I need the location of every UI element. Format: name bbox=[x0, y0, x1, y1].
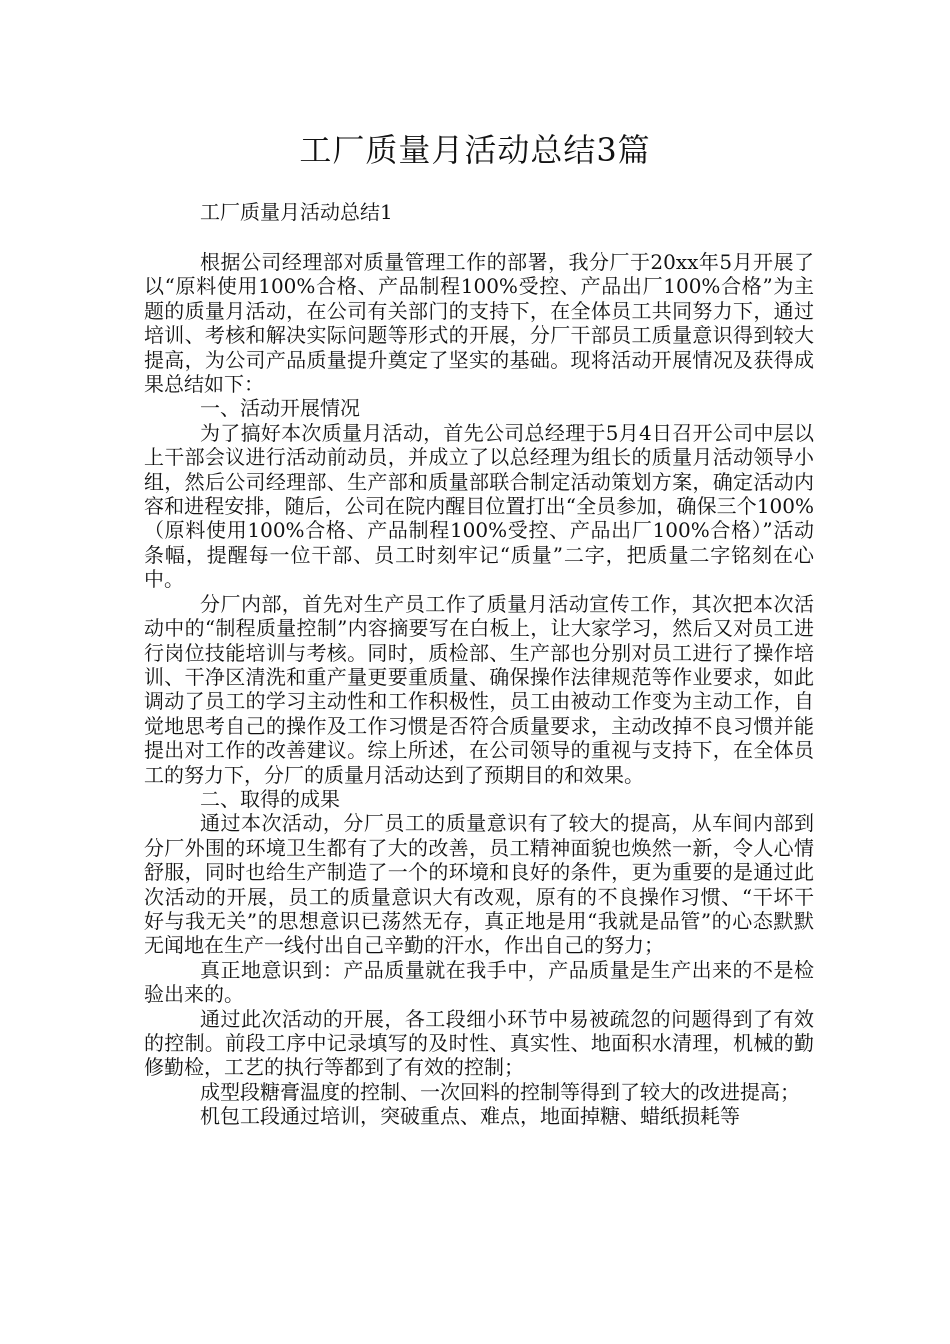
paragraph-branch-internal: 分厂内部，首先对生产员工作了质量月活动宣传工作，其次把本次活动中的“制程质量控制”内容摘要写在白板上，让大家学习，然后又对员工进行岗位技能培训与考核。同时，质检部、生产部也分别对员工进行了操作培训、干净区清洗和重产量更要重质量、确保操作法律规范等作业要求，如此调动了员工的学习主动性和工作积极性，员工由被动工作变为主动工作，自觉地思考自己的操作及工作习惯是否符合质量要求，主动改掉不良习惯并能提出对工作的改善建议。综上所述，在公司领导的重视与支持下，在全体员工的努力下，分厂的质量月活动达到了预期目的和效果。 bbox=[144, 591, 814, 787]
section-subtitle: 工厂质量月活动总结1 bbox=[200, 200, 393, 224]
paragraph-results-realization: 真正地意识到：产品质量就在我手中，产品质量是生产出来的不是检验出来的。 bbox=[144, 957, 814, 1007]
paragraph-intro: 根据公司经理部对质量管理工作的部署，我分厂于20xx年5月开展了以“原料使用100%合格、产品制程100%受控、产品出厂100%合格”为主题的质量月活动，在公司有关部门的支持下，在全体员工共同努力下，通过培训、考核和解决实际问题等形式的开展，分厂干部员工质量意识得到较大提高，为公司产品质量提升奠定了坚实的基础。现将活动开展情况及获得成果总结如下： bbox=[144, 250, 814, 397]
document-title: 工厂质量月活动总结3篇 bbox=[299, 131, 651, 169]
document-body bbox=[144, 250, 814, 1129]
paragraph-results-awareness: 通过本次活动，分厂员工的质量意识有了较大的提高，从车间内部到分厂外围的环境卫生都有了大的改善，员工精神面貌也焕然一新，令人心情舒服，同时也给生产制造了一个的环境和良好的条件，更为重要的是通过此次活动的开展，员工的质量意识大有改观，原有的不良操作习惯、“干坏干好与我无关”的思想意识已荡然无存，真正地是用“我就是品管”的心态默默无闻地在生产一线付出自己辛勤的汗水，作出自己的努力； bbox=[144, 811, 814, 958]
paragraph-results-packaging: 机包工段通过培训，突破重点、难点，地面掉糖、蜡纸损耗等 bbox=[200, 1104, 740, 1129]
paragraph-results-forming: 成型段糖膏温度的控制、一次回料的控制等得到了较大的改进提高； bbox=[200, 1079, 800, 1104]
heading-results: 二、取得的成果 bbox=[200, 786, 340, 811]
paragraph-results-control: 通过此次活动的开展，各工段细小环节中易被疏忽的问题得到了有效的控制。前段工序中记录填写的及时性、真实性、地面积水清理，机械的勤修勤检，工艺的执行等都到了有效的控制； bbox=[144, 1006, 814, 1080]
paragraph-activity-kickoff: 为了搞好本次质量月活动，首先公司总经理于5月4日召开公司中层以上干部会议进行活动前动员，并成立了以总经理为组长的质量月活动领导小组，然后公司经理部、生产部和质量部联合制定活动策划方案，确定活动内容和进程安排，随后，公司在院内醒目位置打出“全员参加，确保三个100%（原料使用100%合格、产品制程100%受控、产品出厂100%合格）”活动条幅，提醒每一位干部、员工时刻牢记“质量”二字，把质量二字铭刻在心中。 bbox=[144, 420, 814, 592]
heading-activity-status: 一、活动开展情况 bbox=[200, 396, 360, 421]
